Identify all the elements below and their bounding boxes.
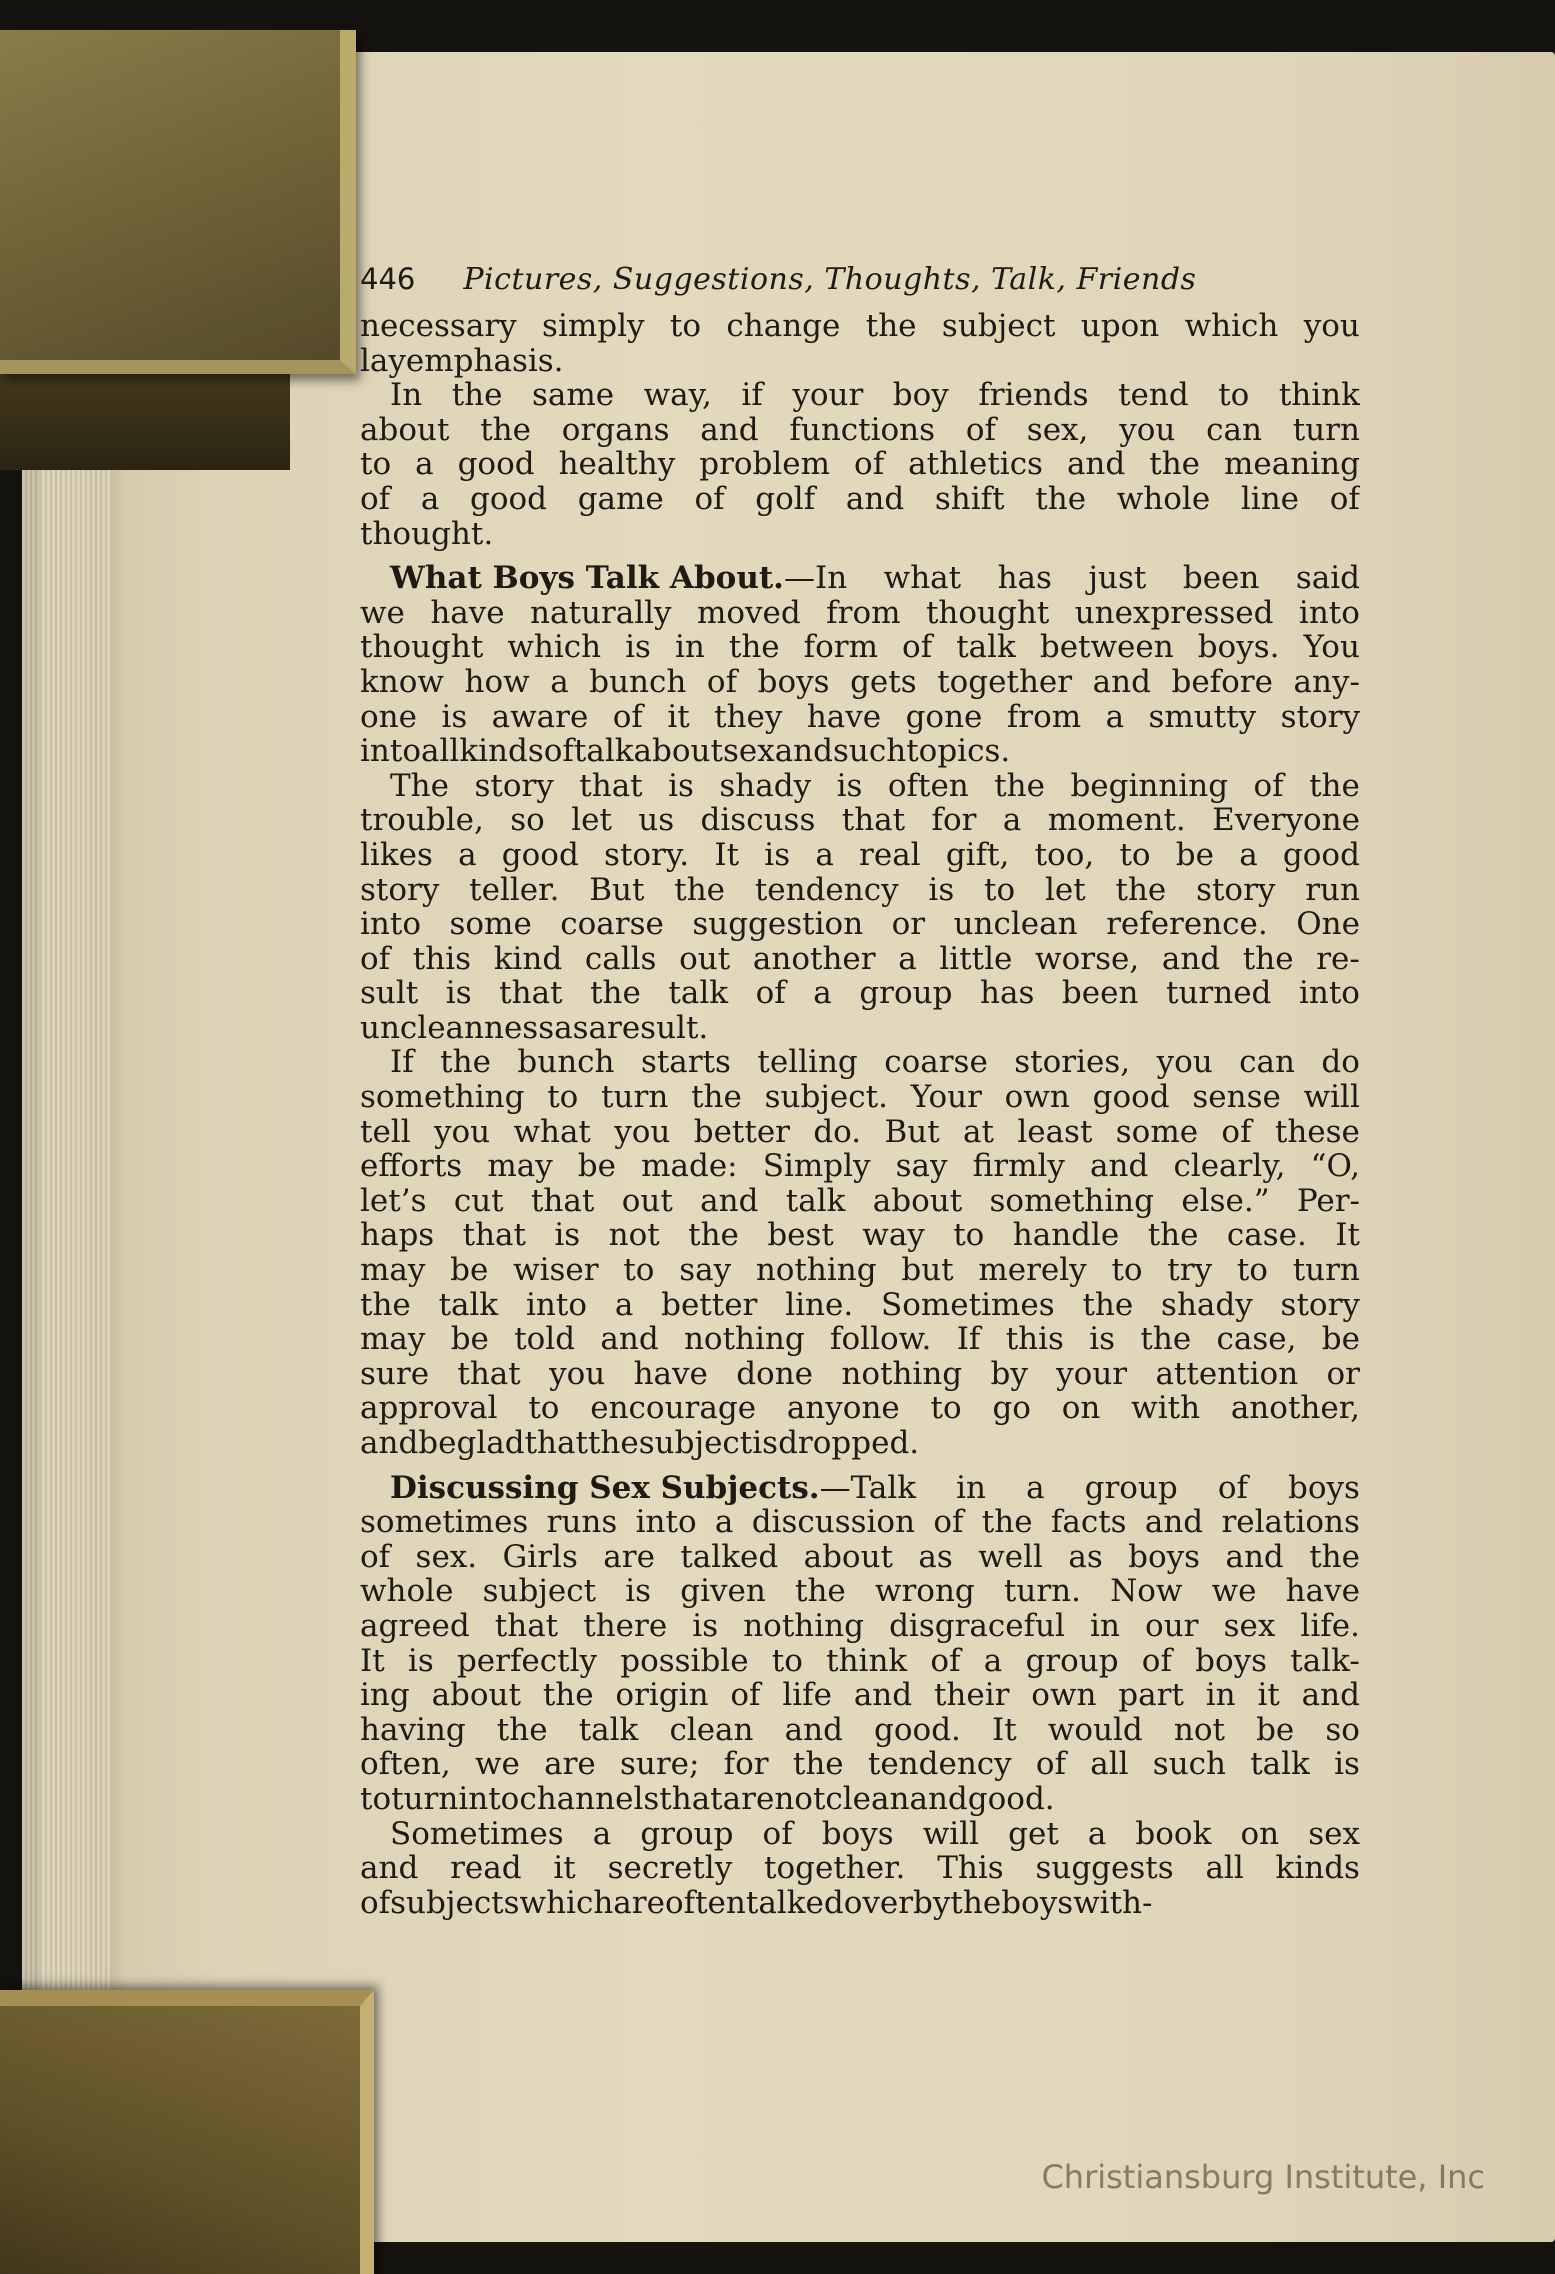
text-line: trouble, so let us discuss that for a moment. Everyone xyxy=(360,803,1360,838)
text-line: one is aware of it they have gone from a smutty story xyxy=(360,699,1360,735)
text-line: The story that is shady is often the beginning of the xyxy=(390,768,1360,804)
text-line: likes a good story. It is a real gift, too, to be a good xyxy=(360,837,1360,873)
text-line: agreed that there is nothing disgraceful in our sex life. xyxy=(360,1608,1360,1644)
section-paragraph xyxy=(360,1471,1360,1817)
text-line: If the bunch starts telling coarse stories, you can do xyxy=(390,1045,1360,1081)
text-line: often, we are sure; for the tendency of all such talk is xyxy=(360,1747,1360,1782)
text-line: In the same way, if your boy friends tend to think xyxy=(390,378,1360,413)
text-line: whole subject is given the wrong turn. Now we have xyxy=(360,1574,1360,1609)
text-line: ing about the origin of life and their own part in it and xyxy=(360,1678,1360,1713)
running-header xyxy=(360,262,1360,297)
text-line: approval to encourage anyone to go on with another, xyxy=(360,1391,1360,1426)
text-line: and read it secretly together. This suggests all kinds xyxy=(360,1851,1360,1886)
text-line: What Boys Talk About.—In what has just been said xyxy=(390,561,1360,596)
text-line: having the talk clean and good. It would not be so xyxy=(360,1712,1360,1748)
text-line: Sometimes a group of boys will get a book on sex xyxy=(390,1816,1360,1852)
text-line: something to turn the subject. Your own good sense will xyxy=(360,1080,1360,1115)
text-line: story teller. But the tendency is to let the story run xyxy=(360,872,1360,908)
text-line: may be told and nothing follow. If this is the case, be xyxy=(360,1322,1360,1357)
running-title: Pictures, Suggestions, Thoughts, Talk, Friends xyxy=(463,262,1197,297)
paragraph xyxy=(360,1817,1360,1921)
text-line: necessary simply to change the subject upon which you xyxy=(360,309,1360,344)
watermark: Christiansburg Institute, Inc xyxy=(1041,2158,1485,2196)
text-line: of subjects which are often talked over by the boys with- xyxy=(360,1885,1153,1921)
text-line: It is perfectly possible to think of a group of boys talk- xyxy=(360,1643,1360,1679)
text-line: thought. xyxy=(360,516,494,552)
page-edges xyxy=(22,420,112,2020)
text-line: haps that is not the best way to handle the case. It xyxy=(360,1218,1360,1254)
body-text xyxy=(360,309,1360,1920)
text-line: of this kind calls out another a little worse, and the re- xyxy=(360,941,1360,977)
text-line: let’s cut that out and talk about something else.” Per- xyxy=(360,1183,1360,1219)
page-number: 446 xyxy=(360,262,416,296)
text-line: sure that you have done nothing by your attention or xyxy=(360,1356,1360,1392)
text-line: to turn into channels that are not clean and good. xyxy=(360,1781,1055,1817)
text-line: about the organs and functions of sex, you can turn xyxy=(360,412,1360,448)
text-line: tell you what you better do. But at least some of these xyxy=(360,1114,1360,1150)
text-line: we have naturally moved from thought unexpressed into xyxy=(360,595,1360,631)
text-line: and be glad that the subject is dropped. xyxy=(360,1426,920,1461)
text-line: of sex. Girls are talked about as well as boys and the xyxy=(360,1539,1360,1575)
paragraph xyxy=(360,1045,1360,1460)
bottom-binder-clip xyxy=(0,1990,374,2274)
paragraph xyxy=(360,309,1360,378)
text-line: into some coarse suggestion or unclean reference. One xyxy=(360,907,1360,942)
text-line: sult is that the talk of a group has been turned into xyxy=(360,976,1360,1011)
text-line: to a good healthy problem of athletics and the meaning xyxy=(360,447,1360,482)
paragraph xyxy=(360,769,1360,1046)
text-line: uncleanness as a result. xyxy=(360,1010,709,1046)
section-heading: Discussing Sex Subjects. xyxy=(390,1470,820,1506)
text-line: sometimes runs into a discussion of the facts and relations xyxy=(360,1505,1360,1540)
top-binder-clip xyxy=(0,30,356,374)
text-line: know how a bunch of boys gets together and before any- xyxy=(360,664,1360,700)
text-line: thought which is in the form of talk between boys. You xyxy=(360,630,1360,665)
section-heading: What Boys Talk About. xyxy=(390,561,784,596)
text-line: efforts may be made: Simply say firmly and clearly, “O, xyxy=(360,1149,1360,1184)
paragraph xyxy=(360,378,1360,551)
text-line: of a good game of golf and shift the whole line of xyxy=(360,481,1360,517)
text-line: lay emphasis. xyxy=(360,343,564,379)
text-line: Discussing Sex Subjects.—Talk in a group of boys xyxy=(390,1470,1360,1506)
section-paragraph xyxy=(360,561,1360,769)
page-text xyxy=(360,262,1360,1920)
text-line: into all kinds of talk about sex and such topics. xyxy=(360,734,1011,769)
text-line: may be wiser to say nothing but merely to try to turn xyxy=(360,1253,1360,1288)
text-line: the talk into a better line. Sometimes the shady story xyxy=(360,1287,1360,1323)
